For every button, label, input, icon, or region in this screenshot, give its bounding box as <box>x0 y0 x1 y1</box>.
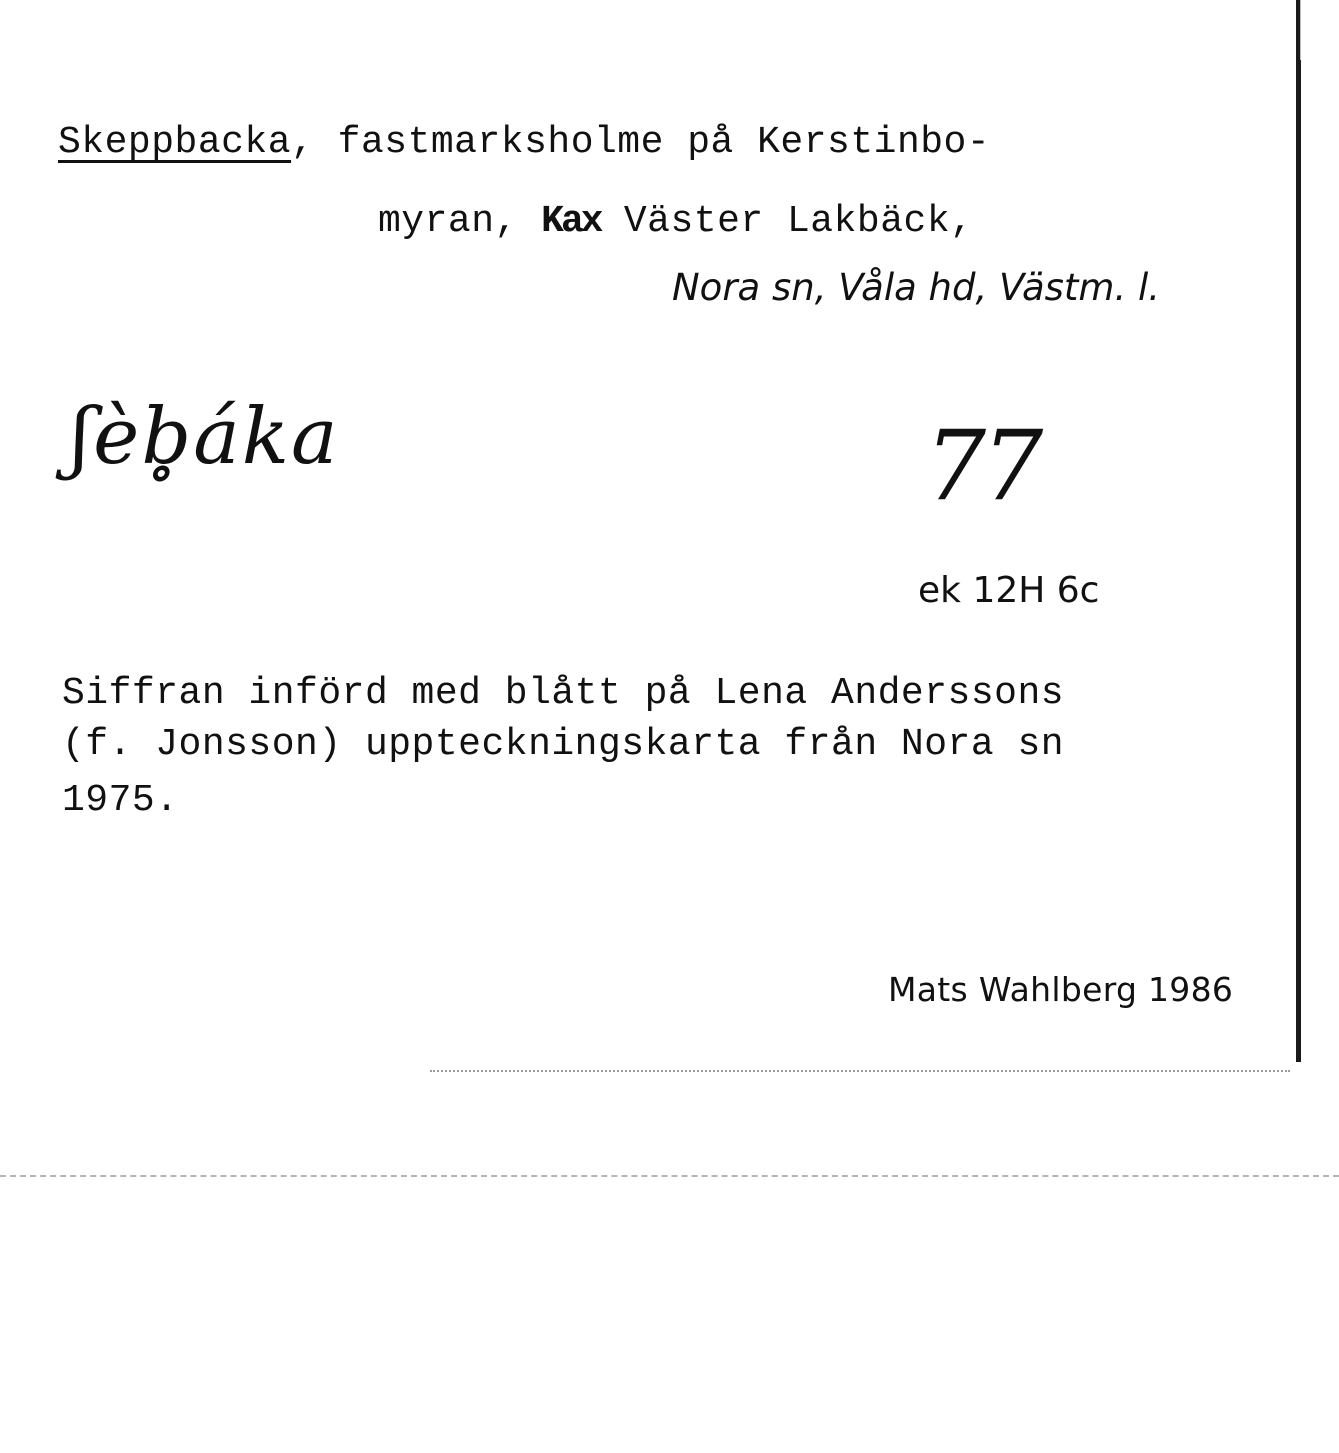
handwritten-number: 77 <box>925 410 1040 522</box>
scan-edge-line-lower <box>0 1175 1339 1177</box>
entry-description: , fastmarksholme på Kerstinbo- <box>291 121 991 164</box>
note-line-2: (f. Jonsson) uppteckningskarta från Nora sn <box>62 723 1065 766</box>
entry-continuation: myran, <box>378 200 542 243</box>
entry-place: Väster Lakbäck, <box>600 200 974 243</box>
card-edge-shadow <box>1300 0 1339 60</box>
signature-stamp: Mats Wahlberg 1986 <box>888 970 1234 1009</box>
entry-line-2 <box>378 200 974 243</box>
scan-edge-line <box>430 1070 1290 1072</box>
note-line-1: Siffran införd med blått på Lena Anderssons <box>62 672 1065 715</box>
map-code: ek 12H 6c <box>918 570 1100 611</box>
card-edge-line <box>1296 0 1301 1062</box>
note-line-3: 1975. <box>62 779 179 822</box>
entry-line-1 <box>58 121 991 164</box>
headword: Skeppbacka <box>58 121 292 164</box>
struck-out-text: Kax <box>541 200 601 243</box>
handwritten-pronunciation: ʃèb̥áka <box>70 392 340 482</box>
location-stamp: Nora sn, Våla hd, Västm. l. <box>672 266 1161 309</box>
